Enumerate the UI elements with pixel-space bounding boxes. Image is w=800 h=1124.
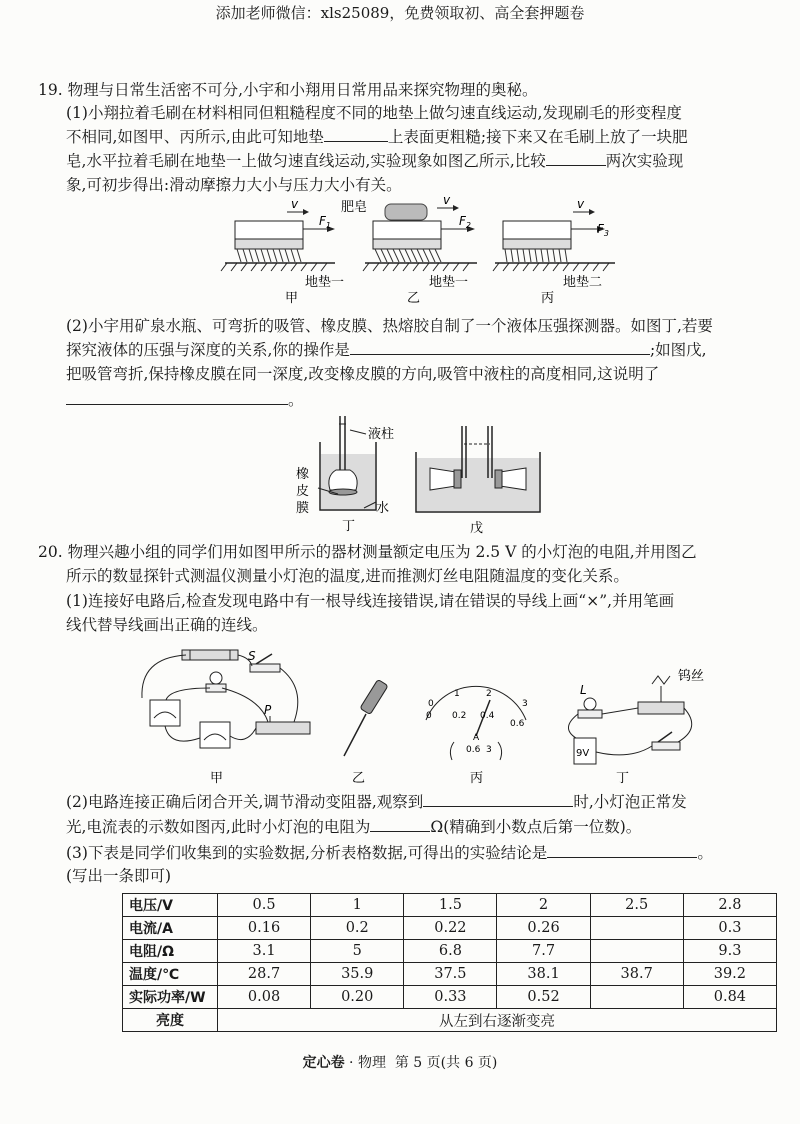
- q20-stem-line1: [38, 542, 697, 562]
- q20-number: 20.: [38, 543, 63, 561]
- caption-jia: 甲: [210, 771, 224, 786]
- q19-p2-line4: [66, 390, 304, 410]
- answer-blank-mat[interactable]: [324, 127, 388, 142]
- q20-p2-line1b: 时,小灯泡正常发: [573, 793, 687, 811]
- table-cell: 28.7: [218, 963, 311, 986]
- answer-blank-operation[interactable]: [350, 340, 650, 355]
- q19-p1-line3a: 皂,水平拉着毛刷在地垫一上做匀速直线运动,实验现象如图乙所示,比较: [66, 152, 546, 170]
- velocity-label: v: [577, 197, 585, 211]
- mat-label-3: 地垫二: [563, 275, 603, 290]
- circuit-jia: [142, 649, 310, 786]
- caption-yi: 乙: [352, 771, 366, 786]
- table-cell: 2.8: [683, 894, 776, 917]
- caption-bing: 丙: [541, 291, 555, 306]
- footer-subject: 物理: [357, 1055, 386, 1071]
- table-cell: 0.22: [404, 917, 497, 940]
- table-cell: 0.2: [311, 917, 404, 940]
- table-cell: 39.2: [683, 963, 776, 986]
- brightness-label: 亮度: [123, 1009, 218, 1032]
- q20-stem-line2: 所示的数显探针式测温仪测量小灯泡的温度,进而推测灯丝电阻随温度的变化关系。: [66, 567, 629, 585]
- table-row: [123, 940, 777, 963]
- q19-p1-line3: [66, 151, 683, 171]
- caption-jia: 甲: [285, 291, 299, 306]
- q19-p1-line2a: 不相同,如图甲、丙所示,由此可知地垫: [66, 128, 324, 146]
- scale-06: 0.6: [510, 719, 525, 729]
- table-cell: 37.5: [404, 963, 497, 986]
- membrane-label-3: 膜: [296, 501, 310, 516]
- q20-p2-line2b: Ω(精确到小数点后第一位数)。: [430, 818, 642, 836]
- q20-p3-line1: [66, 843, 713, 863]
- soap-label: 肥皂: [341, 200, 368, 215]
- scale-04: 0.4: [480, 711, 495, 721]
- table-cell: 38.7: [590, 963, 683, 986]
- caption-ding: 丁: [616, 771, 630, 786]
- table-cell: 0.5: [218, 894, 311, 917]
- table-cell: 38.1: [497, 963, 590, 986]
- row-label: 温度/℃: [123, 963, 218, 986]
- probe-wu: [416, 426, 540, 536]
- answer-blank-compare[interactable]: [546, 151, 606, 166]
- circuit-ding: [568, 669, 704, 786]
- q20-p1-line2: 线代替导线画出正确的连线。: [66, 616, 268, 634]
- velocity-label: v: [291, 197, 299, 211]
- row-label: 实际功率/W: [123, 986, 218, 1009]
- footer-series: 定心卷: [302, 1055, 345, 1071]
- q19-p1-line1: (1)小翔拉着毛刷在材料相同但粗糙程度不同的地垫上做匀速直线运动,发现刷毛的形变程度: [66, 104, 682, 122]
- answer-blank-conclusion[interactable]: [66, 390, 288, 405]
- page-footer: [0, 1052, 800, 1072]
- brush-bing: [493, 197, 615, 271]
- q19-p1-line2: [66, 127, 688, 147]
- table-cell: 0.26: [497, 917, 590, 940]
- table-row: [123, 917, 777, 940]
- header-note: 添加老师微信：xls25089，免费领取初、高全套押题卷: [215, 4, 585, 22]
- brush-figure: [205, 196, 635, 308]
- membrane-label-1: 橡: [296, 467, 310, 482]
- table-cell: 2.5: [590, 894, 683, 917]
- pressure-probe-figure: [290, 412, 560, 540]
- table-cell: 0.84: [683, 986, 776, 1009]
- brightness-value: 从左到右逐渐变亮: [218, 1009, 777, 1032]
- q20-p3-line2: (写出一条即可): [66, 867, 172, 885]
- q19-p1-line3b: 两次实验现: [605, 152, 684, 170]
- table-cell: 0.20: [311, 986, 404, 1009]
- table-cell: 7.7: [497, 940, 590, 963]
- table-cell: 0.52: [497, 986, 590, 1009]
- table-cell: 3.1: [218, 940, 311, 963]
- q19-p2-line3: 把吸管弯折,保持橡皮膜在同一深度,改变橡皮膜的方向,吸管中液柱的高度相同,这说明了: [66, 365, 660, 383]
- probe-ding: [296, 416, 394, 534]
- scale-02: 0.2: [452, 711, 467, 721]
- q20-p1-line1: (1)连接好电路后,检查发现电路中有一根导线连接错误,请在错误的导线上画“×”,并用笔画: [66, 592, 675, 610]
- force-f1-label: $F_1$: [319, 214, 331, 230]
- terminal-3: 3: [486, 745, 492, 755]
- table-cell: 2: [497, 894, 590, 917]
- answer-blank-experiment-conclusion[interactable]: [547, 843, 697, 858]
- table-cell: 0.3: [683, 917, 776, 940]
- table-cell: 0.33: [404, 986, 497, 1009]
- table-row: [123, 986, 777, 1009]
- table-cell: 5: [311, 940, 404, 963]
- liquid-column-label: 液柱: [368, 427, 395, 442]
- caption-yi: 乙: [407, 291, 421, 306]
- switch-label: S: [248, 649, 256, 663]
- circuit-figure: [130, 638, 710, 790]
- q19-p2-line2b: ;如图戊,: [649, 341, 707, 359]
- answer-blank-observe[interactable]: [423, 792, 573, 807]
- force-f3-label: $F_3$: [597, 222, 609, 238]
- table-cell: 1: [311, 894, 404, 917]
- q19-number: 19.: [38, 81, 63, 99]
- scale-0-upper: 0: [428, 699, 434, 709]
- q19-p2-line1: (2)小宇用矿泉水瓶、可弯折的吸管、橡皮膜、热熔胶自制了一个液体压强探测器。如图丁,若要: [66, 317, 713, 335]
- row-label: 电阻/Ω: [123, 940, 218, 963]
- caption-wu: 戊: [470, 521, 484, 536]
- mat-label-2: 地垫一: [429, 275, 469, 290]
- caption-bing: 丙: [470, 771, 484, 786]
- thermometer-yi: [344, 679, 388, 786]
- q19-p1-line4: 象,可初步得出:滑动摩擦力大小与压力大小有关。: [66, 176, 402, 194]
- q19-p2-line2a: 探究液体的压强与深度的关系,你的操作是: [66, 341, 350, 359]
- q19-stem-text: 物理与日常生活密不可分,小宇和小翔用日常用品来探究物理的奥秘。: [67, 81, 538, 99]
- experiment-data-table: [122, 893, 777, 1032]
- table-cell: 35.9: [311, 963, 404, 986]
- row-label: 电压/V: [123, 894, 218, 917]
- table-row: [123, 1009, 777, 1032]
- ammeter-unit: A: [473, 733, 480, 743]
- slider-label: P: [264, 703, 272, 717]
- table-cell: [590, 940, 683, 963]
- row-label: 电流/A: [123, 917, 218, 940]
- brush-jia: [221, 197, 335, 271]
- battery-label: 9V: [576, 748, 590, 759]
- brush-yi: [341, 196, 477, 271]
- answer-blank-resistance[interactable]: [370, 817, 430, 832]
- mat-label-1: 地垫一: [305, 275, 345, 290]
- q20-p3-line1a: (3)下表是同学们收集到的实验数据,分析表格数据,可得出的实验结论是: [66, 844, 548, 862]
- table-cell: [590, 986, 683, 1009]
- q19-stem: [38, 80, 538, 100]
- table-cell: 1.5: [404, 894, 497, 917]
- table-cell: 6.8: [404, 940, 497, 963]
- table-cell: 9.3: [683, 940, 776, 963]
- table-cell: 0.16: [218, 917, 311, 940]
- water-label: 水: [376, 501, 390, 516]
- footer-dot: ·: [344, 1055, 358, 1071]
- table-row: [123, 963, 777, 986]
- velocity-label: v: [443, 196, 451, 207]
- tungsten-label: 钨丝: [678, 669, 705, 684]
- q20-p2-line1a: (2)电路连接正确后闭合开关,调节滑动变阻器,观察到: [66, 793, 424, 811]
- footer-page: 第 5 页(共 6 页): [394, 1055, 498, 1071]
- membrane-label-2: 皮: [296, 484, 310, 499]
- scale-3: 3: [522, 699, 528, 709]
- scale-1: 1: [454, 689, 460, 699]
- scale-0-lower: 0: [426, 711, 432, 721]
- q20-p2-line2a: 光,电流表的示数如图丙,此时小灯泡的电阻为: [66, 818, 371, 836]
- q19-p2-line4-end: 。: [288, 391, 304, 409]
- q20-p3-line1b: 。: [697, 844, 713, 862]
- force-f2-label: $F_2$: [459, 214, 471, 230]
- table-cell: 0.08: [218, 986, 311, 1009]
- q20-stem-text: 物理兴趣小组的同学们用如图甲所示的器材测量额定电压为 2.5 V 的小灯泡的电阻,并用图乙: [67, 543, 697, 561]
- q20-p2-line2: [66, 817, 641, 837]
- caption-ding: 丁: [342, 519, 356, 534]
- q19-p2-line2: [66, 340, 707, 360]
- ammeter-bing: [426, 686, 528, 786]
- lamp-label: L: [580, 683, 587, 697]
- table-row: [123, 894, 777, 917]
- table-cell: [590, 917, 683, 940]
- scale-2: 2: [486, 689, 492, 699]
- terminal-06: 0.6: [466, 745, 481, 755]
- q19-p1-line2b: 上表面更粗糙;接下来又在毛刷上放了一块肥: [387, 128, 688, 146]
- q20-p2-line1: [66, 792, 687, 812]
